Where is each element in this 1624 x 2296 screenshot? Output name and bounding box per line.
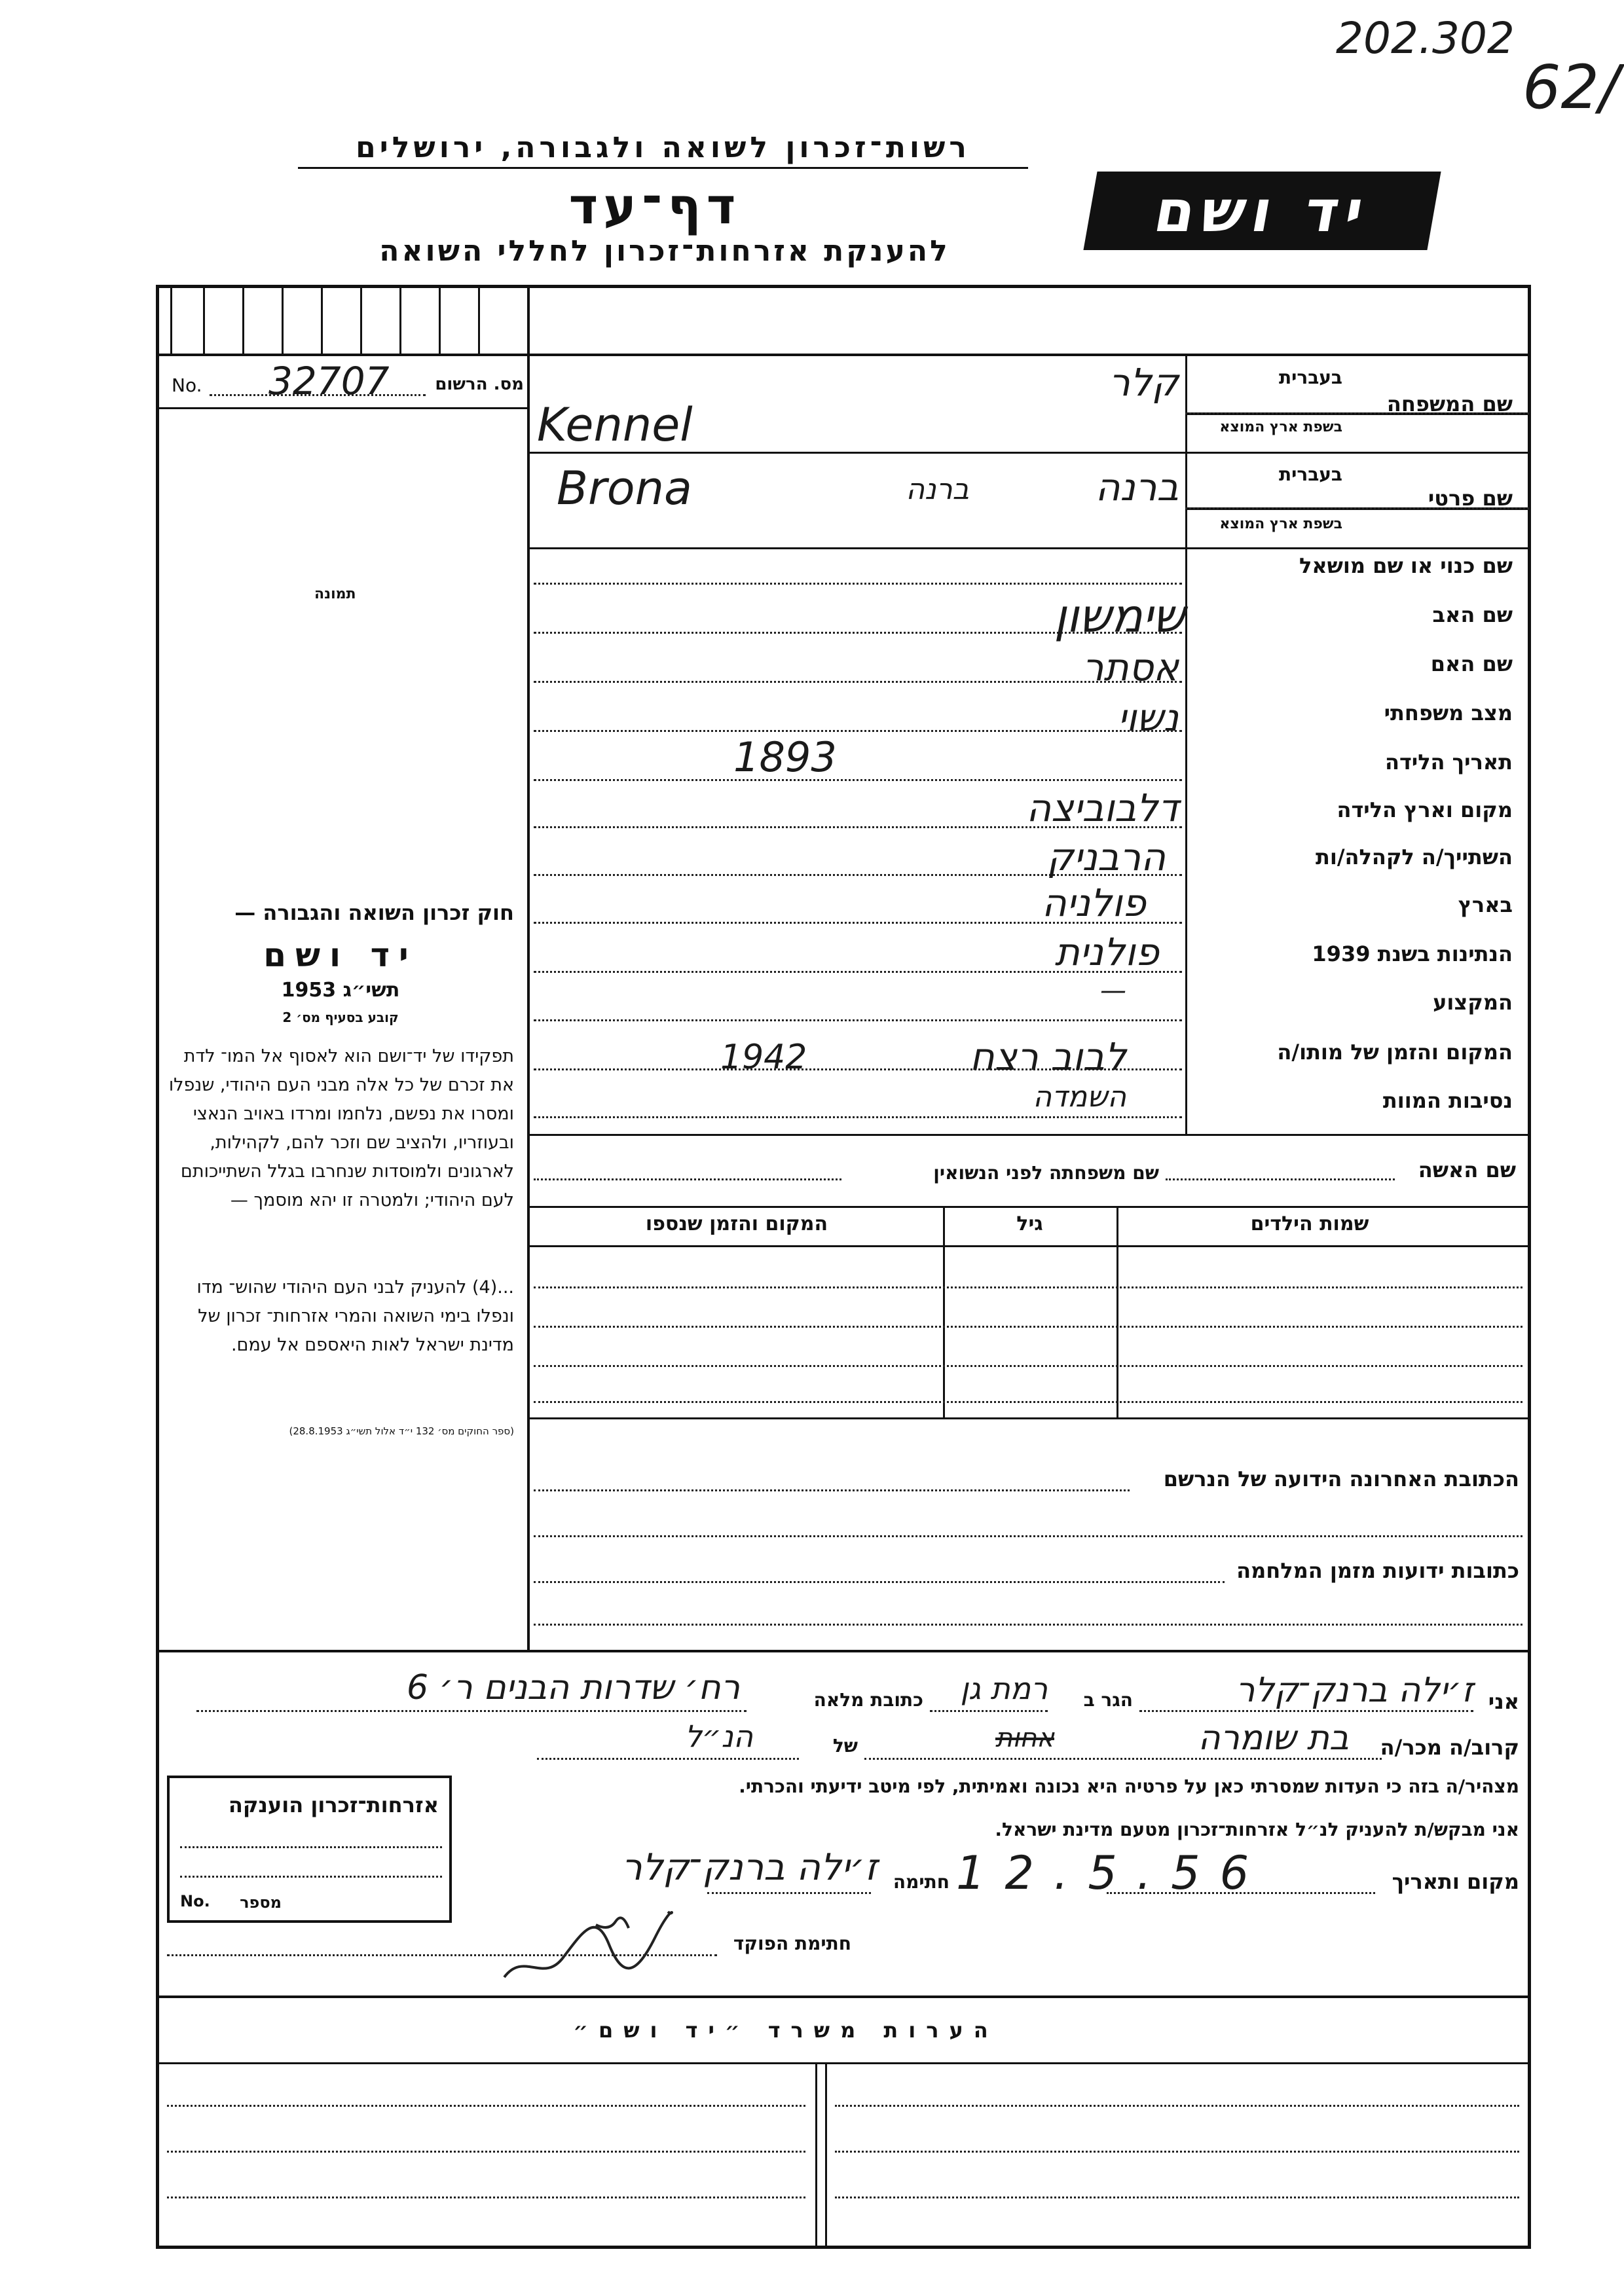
declaration-date: 12.5.56	[956, 1846, 1269, 1900]
wartime-address-label: כתובות ידועות מזמן המלחמה	[1236, 1558, 1519, 1583]
place-date-label: מקום ותאריך	[1392, 1869, 1519, 1894]
law-source: (ספר החוקים מס׳ 132 י״ד אלול תשי״ג 28.8.1953)	[289, 1425, 514, 1437]
value-death-circumstances: השמדה	[1033, 1080, 1126, 1114]
children-header-names: שמות הילדים	[1250, 1212, 1369, 1235]
field-label-birthdate: תאריך הלידה	[1384, 750, 1513, 774]
law-text-1: תפקידו של יד־ושם הוא לאסוף אל המו־ לדת את זכרם של כל אלה מבני העם היהודי, שנפלו ומסרו את נפשם, נלחמו ומרדו באויב הנאצי ובעוזריו, ולהציב שם וזכר להם, לקהילות, לארגונים ולמוסדות שנחרבו בגלל השתייכותם לעם היהודי; ולמטרה זו יהא מוסמך —	[168, 1046, 514, 1211]
field-label-death-circumstances: נסיבות המוות	[1382, 1088, 1513, 1113]
last-address-line	[534, 1489, 1130, 1491]
value-community: הרבניק	[1046, 835, 1166, 879]
strip-cell	[478, 288, 480, 354]
notes-line	[835, 2196, 1519, 2198]
declarant-address: רח׳ שדרות הבנים ר׳ 6	[406, 1668, 740, 1707]
declarant-address-label: כתובת מלאה	[813, 1689, 923, 1711]
field-label-country: בארץ	[1458, 892, 1513, 917]
children-row-line	[534, 1286, 1522, 1288]
top-strip-line	[157, 354, 1529, 356]
form-title: דף־עד	[568, 177, 741, 235]
field-label-family-name: שם המשפחה	[1386, 392, 1513, 416]
yad-vashem-logo	[1083, 172, 1441, 250]
notes-header-line	[157, 2062, 1529, 2064]
field-sublabel-origin: בשפת ארץ המוצא	[1219, 516, 1342, 532]
last-address-label: הכתובת האחרונה הידועה של הנרשם	[1163, 1467, 1519, 1491]
left-column-divider	[527, 287, 530, 1650]
notes-col-divider	[815, 2062, 817, 2249]
value-line	[534, 583, 1182, 585]
request-text: אני מבקש/ת להעניק לנ״ל אזרחות־זכרון מטעם מדינת ישראל.	[995, 1819, 1519, 1840]
notes-line	[835, 2151, 1519, 2153]
row-sep	[529, 547, 1529, 549]
children-col-divider	[1116, 1206, 1118, 1419]
last-address-line-2	[534, 1535, 1522, 1537]
official-signature-label: חתימת הפוקד	[733, 1933, 851, 1954]
law-name: יד ושם	[263, 936, 418, 974]
field-label-death: המקום והזמן של מותו/ה	[1277, 1040, 1513, 1065]
value-country: פולניה	[1041, 881, 1146, 925]
field-sublabel-hebrew: בעברית	[1278, 464, 1342, 485]
children-row-line	[534, 1326, 1522, 1328]
field-label-father: שם האב	[1432, 602, 1513, 627]
children-row-line	[534, 1401, 1522, 1403]
value-mother: אסתר	[1082, 645, 1179, 689]
declarant-name-line	[1139, 1710, 1473, 1712]
law-title: חוק זכרון השואה והגבורה —	[234, 900, 514, 925]
declarant-city: רמת גן	[960, 1671, 1048, 1706]
field-label-birthplace: מקום וארץ הלידה	[1337, 797, 1513, 822]
field-label-marital: מצב משפחתי	[1384, 701, 1513, 725]
strip-cell	[360, 288, 362, 354]
wife-label: שם האשה	[1418, 1157, 1516, 1182]
value-marital: נשוי	[1117, 695, 1179, 740]
strip-cell	[399, 288, 401, 354]
field-sublabel-origin: בשפת ארץ המוצא	[1219, 419, 1342, 435]
declaration-text: מצהיר/ה בזה כי העדות שמסרתי כאן על פרטיה היא נכונה ואמיתית, לפי מיטב ידיעתי והכרתי.	[739, 1776, 1519, 1797]
of-label: של	[832, 1735, 858, 1757]
value-first-name: ברנה	[1095, 465, 1179, 509]
value-line	[534, 1116, 1182, 1118]
value-first-name-alt: ברנה	[906, 473, 969, 506]
strip-cell	[203, 288, 205, 354]
citizenship-box-title: אזרחות־זכרון הוענקה	[228, 1793, 439, 1817]
value-father: שימשון	[1054, 589, 1185, 643]
field-label-mother: שם האם	[1430, 651, 1513, 676]
value-birthplace: דלבוביצה	[1026, 786, 1179, 830]
field-label-nationality: הנתינות בשנת 1939	[1312, 941, 1513, 966]
declarant-i-label: אני	[1488, 1689, 1519, 1714]
value-death-year: 1942	[720, 1038, 807, 1077]
label-column-divider	[1185, 355, 1187, 1134]
strip-cell	[321, 288, 323, 354]
strip-cell	[439, 288, 441, 354]
row-sep	[529, 452, 1529, 454]
value-family-name: קלר	[1109, 360, 1179, 405]
children-col-divider	[943, 1206, 945, 1419]
notes-title: הערות משרד ״יד ושם״	[573, 2018, 999, 2043]
law-clause: קובע בסעיף מס׳ 2	[282, 1010, 399, 1025]
relation-line	[864, 1758, 1382, 1760]
notes-line	[167, 2151, 805, 2153]
citizenship-box-line	[180, 1876, 442, 1878]
children-table-bottom	[529, 1417, 1529, 1419]
strip-cell	[282, 288, 284, 354]
strip-cell	[242, 288, 244, 354]
value-nationality: פולנית	[1054, 930, 1159, 974]
field-label-community: השתייך/ה לקהלה/ות	[1315, 845, 1513, 869]
strip-cell	[170, 288, 172, 354]
value-birthdate: 1893	[733, 733, 837, 781]
wife-maiden-line	[534, 1178, 841, 1180]
value-profession: —	[1100, 975, 1126, 1006]
law-text-2: ...(4) להעניק לבני העם היהודי שהוש־ מדו ונפלו בימי השואה והמרי אזרחות־ זכרון של מדינת ישראל לאות היאספם אל עמם.	[196, 1277, 514, 1355]
notes-separator	[157, 1995, 1529, 1998]
value-line	[534, 1019, 1182, 1021]
official-signature-scrawl	[498, 1899, 681, 1990]
registration-line	[157, 407, 529, 409]
relation-struck: אחות	[995, 1723, 1054, 1753]
registration-number: 32707	[268, 359, 390, 403]
page-mark: 62/	[1522, 52, 1620, 122]
value-family-name-latin: Kennel	[537, 398, 693, 452]
children-table-header-line	[529, 1245, 1529, 1247]
citizenship-number-he: מספר	[240, 1893, 282, 1912]
law-year: תשי״ג 1953	[281, 979, 400, 1002]
value-first-name-latin: Brona	[557, 462, 692, 515]
relation-label: קרוב/ה מכר/ה	[1380, 1735, 1519, 1760]
wife-line	[1166, 1178, 1395, 1180]
declarant-resides-label: הגר ב	[1083, 1689, 1133, 1711]
of-value: הנ״ל	[684, 1719, 753, 1754]
signature-line	[707, 1892, 871, 1894]
authority-name: רשות־זכרון לשואה ולגבורה, ירושלים	[298, 131, 1028, 169]
of-line	[537, 1758, 799, 1760]
photo-label: תמונה	[314, 586, 356, 602]
children-row-line	[534, 1365, 1522, 1367]
row-sep	[529, 1134, 1529, 1136]
archive-mark: 202.302	[1336, 13, 1515, 64]
notes-col-divider	[825, 2062, 827, 2249]
declarant-address-line	[196, 1710, 747, 1712]
notes-line	[835, 2105, 1519, 2107]
field-sublabel-hebrew: בעברית	[1278, 367, 1342, 388]
field-label-first-name: שם פרטי	[1428, 486, 1513, 511]
logo-text: יד ושם	[1149, 177, 1375, 245]
field-label-nickname: שם כנוי או שם מושאל	[1299, 553, 1513, 578]
wartime-address-line-2	[534, 1624, 1522, 1626]
registration-label-he: מס. הרשום	[435, 374, 524, 394]
registration-label-en: No.	[172, 374, 202, 396]
notes-line	[167, 2196, 805, 2198]
citizenship-number-en: No.	[180, 1892, 210, 1910]
declaration-separator	[157, 1650, 1529, 1652]
notes-line	[167, 2105, 805, 2107]
field-label-profession: המקצוע	[1433, 990, 1513, 1015]
declarant-name: ז׳ילה ברנק־קלר	[1236, 1671, 1473, 1710]
value-death-place: לבוב רצח	[969, 1034, 1126, 1079]
children-header-place: המקום והזמן שנספו	[645, 1212, 828, 1235]
signature-label: חתימה	[893, 1871, 950, 1893]
declarant-signature: ז׳ילה ברנק־קלר	[621, 1846, 877, 1889]
form-subtitle: להענקת אזרחות־זכרון לחללי השואה	[379, 234, 950, 268]
children-header-age: גיל	[1016, 1212, 1043, 1235]
citizenship-box-line	[180, 1846, 442, 1848]
children-table-top	[529, 1206, 1529, 1208]
relation-value: בת שומרה	[1198, 1719, 1349, 1758]
wartime-address-line	[534, 1581, 1225, 1583]
wife-maiden-label: שם משפחתה לפני הנשואין	[933, 1162, 1159, 1184]
declarant-city-line	[930, 1710, 1048, 1712]
